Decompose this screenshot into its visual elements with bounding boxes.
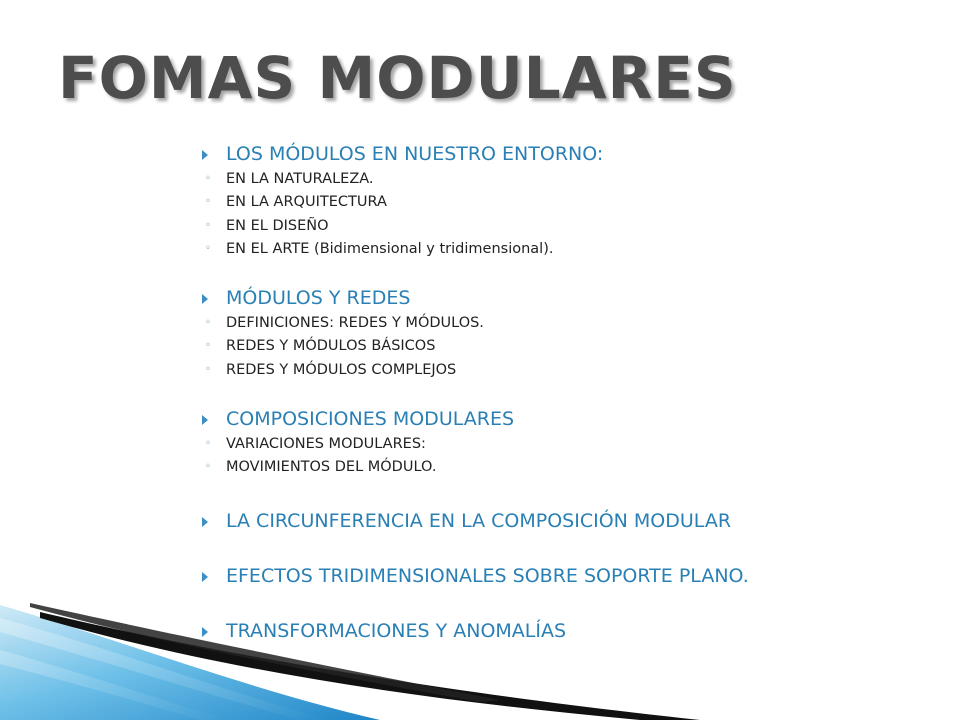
bullet-list: [198, 141, 918, 645]
bullet-heading: TRANSFORMACIONES Y ANOMALÍAS: [198, 618, 918, 645]
list-item: ◦ EN LA ARQUITECTURA: [205, 194, 387, 211]
ring-bullet-icon: ◦: [205, 363, 211, 375]
ring-bullet-icon: ◦: [205, 461, 211, 473]
triangle-bullet-icon: [202, 517, 208, 527]
ring-bullet-icon: ◦: [205, 340, 211, 352]
list-item: ◦ DEFINICIONES: REDES Y MÓDULOS.: [205, 315, 484, 332]
bullet-heading: COMPOSICIONES MODULARES: [198, 406, 918, 433]
list-item: ◦ VARIACIONES MODULARES:: [205, 436, 426, 453]
triangle-bullet-icon: [202, 415, 208, 425]
ring-bullet-icon: ◦: [205, 242, 211, 254]
ring-bullet-icon: ◦: [205, 438, 211, 450]
bullet-heading: MÓDULOS Y REDES: [198, 285, 918, 312]
ring-bullet-icon: ◦: [205, 219, 211, 231]
page-title: FOMAS MODULARES: [58, 44, 737, 112]
list-item: ◦ EN EL ARTE (Bidimensional y tridimensional).: [205, 240, 554, 257]
bullet-heading: EFECTOS TRIDIMENSIONALES SOBRE SOPORTE PLANO.: [198, 563, 918, 590]
ring-bullet-icon: ◦: [205, 173, 211, 184]
section-composiciones: [198, 406, 918, 480]
section-circunferencia: [198, 508, 918, 535]
triangle-bullet-icon: [202, 572, 208, 582]
ring-bullet-icon: ◦: [205, 196, 211, 208]
section-transformaciones: [198, 618, 918, 645]
triangle-bullet-icon: [202, 150, 208, 160]
list-item: ◦ EN EL DISEÑO: [205, 217, 329, 234]
list-item: ◦ EN LA NATURALEZA.: [205, 171, 374, 187]
bullet-heading: LA CIRCUNFERENCIA EN LA COMPOSICIÓN MODULAR: [198, 508, 918, 535]
list-item: ◦ REDES Y MÓDULOS COMPLEJOS: [205, 361, 457, 378]
section-modulos-entorno: [198, 141, 918, 261]
section-modulos-redes: [198, 285, 918, 382]
ring-bullet-icon: ◦: [205, 317, 211, 329]
bullet-heading: LOS MÓDULOS EN NUESTRO ENTORNO:: [198, 141, 918, 168]
triangle-bullet-icon: [202, 627, 208, 637]
list-item: ◦ MOVIMIENTOS DEL MÓDULO.: [205, 459, 437, 476]
triangle-bullet-icon: [202, 294, 208, 304]
section-efectos: [198, 563, 918, 590]
list-item: ◦ REDES Y MÓDULOS BÁSICOS: [205, 338, 436, 355]
